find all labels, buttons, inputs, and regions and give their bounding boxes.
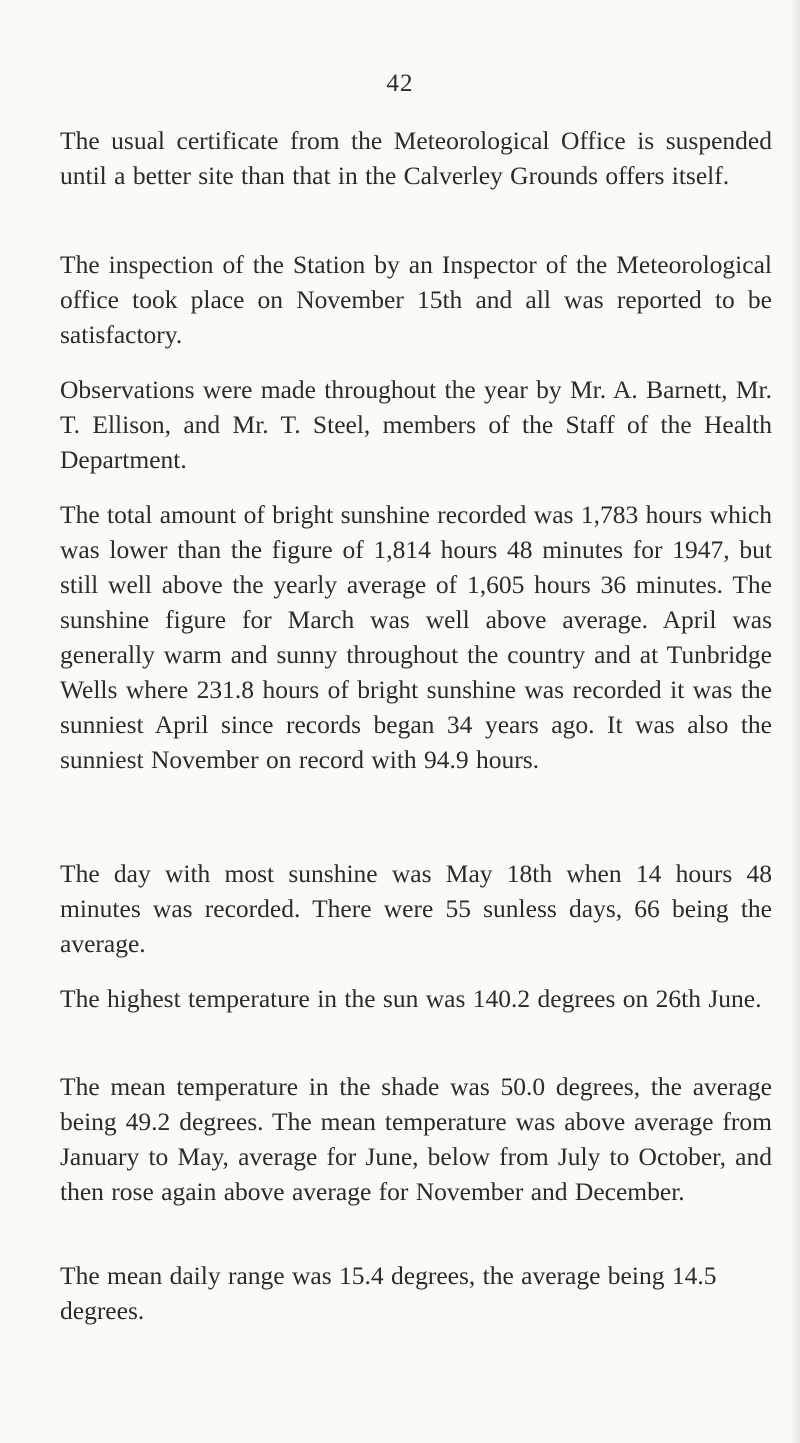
paragraph-observers: Observations were made throughout the year by Mr. A. Barnett, Mr. T. Ellison, and Mr. T. Steel, members of the Staff of the Health Department.: [60, 375, 772, 474]
paragraph-sunniest-day: The day with most sunshine was May 18th when 14 hours 48 minutes was recorded. There were 55 sunless days, 66 being the average.: [60, 859, 772, 958]
paragraph-highest-temperature: The highest temperature in the sun was 140.2 degrees on 26th June.: [60, 984, 762, 1013]
page-edge-shadow: [790, 0, 800, 1443]
paragraph-sunshine: The total amount of bright sunshine recorded was 1,783 hours which was lower than the figure of 1,814 hours 48 minutes for 1947, but still well above the yearly average of 1,605 hours 36 minutes. The sunshine figure for March was well above average. April was generally warm and sunny throughout the country and at Tunbridge Wells where 231.8 hours of bright sunshine was recorded it was the sunniest April since records began 34 years ago. It was also the sunniest November on record with 94.9 hours.: [60, 500, 772, 774]
page-number: 42: [386, 70, 414, 97]
paragraph-mean-temperature: The mean temperature in the shade was 50.0 degrees, the average being 49.2 degrees. The mean temperature was above average from January to May, average for June, below from July to October, and then rose again above average for November and December.: [60, 1072, 772, 1206]
paragraph-inspection: The inspection of the Station by an Inspector of the Meteorological office took place on November 15th and all was reported to be satisfactory.: [60, 250, 772, 349]
paragraph-certificate: The usual certificate from the Meteorological Office is suspended until a better site than that in the Calverley Grounds offers itself.: [60, 126, 772, 190]
paragraph-daily-range: The mean daily range was 15.4 degrees, the average being 14.5 degrees.: [60, 1261, 717, 1325]
